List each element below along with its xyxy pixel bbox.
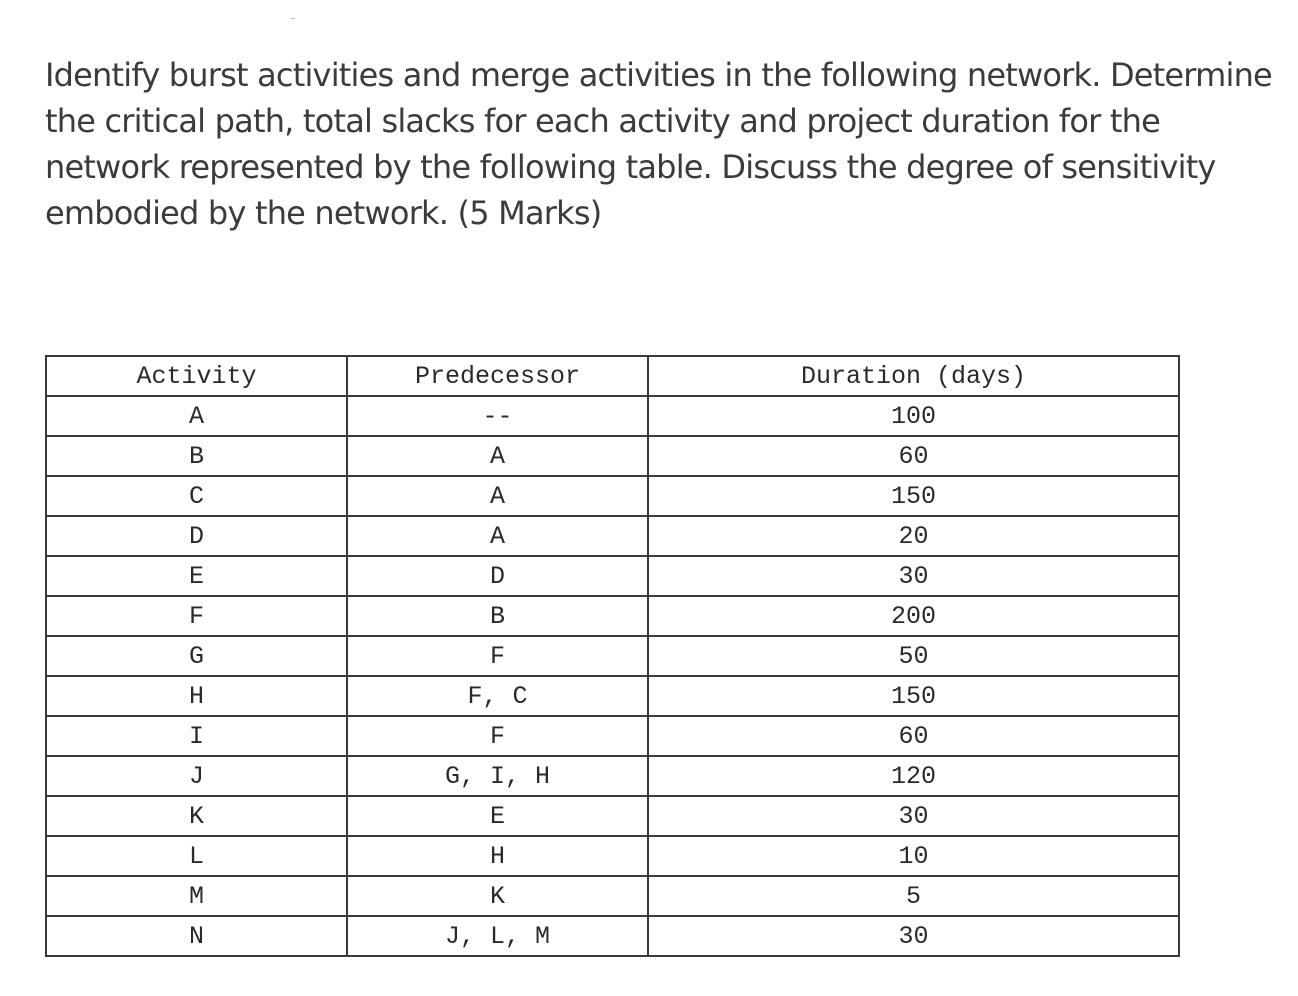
cell-duration: 200 [648,596,1179,636]
cell-predecessor: K [347,876,648,916]
cell-predecessor: A [347,516,648,556]
cell-activity: F [46,596,347,636]
cell-activity: B [46,436,347,476]
cell-predecessor: J, L, M [347,916,648,956]
table-row [46,556,1179,596]
cell-activity: L [46,836,347,876]
table-row [46,636,1179,676]
table-row [46,796,1179,836]
cell-activity: G [46,636,347,676]
cell-activity: K [46,796,347,836]
activity-table [45,355,1180,957]
cell-duration: 30 [648,556,1179,596]
cell-predecessor: A [347,476,648,516]
cell-duration: 150 [648,676,1179,716]
table-row [46,716,1179,756]
cell-predecessor: -- [347,396,648,436]
cell-duration: 100 [648,396,1179,436]
table-body [46,396,1179,956]
cell-duration: 10 [648,836,1179,876]
cell-activity: C [46,476,347,516]
table-row [46,676,1179,716]
cell-duration: 60 [648,716,1179,756]
table-row [46,756,1179,796]
cell-predecessor: H [347,836,648,876]
cell-activity: I [46,716,347,756]
decorative-tick [291,18,295,19]
cell-duration: 5 [648,876,1179,916]
header-predecessor: Predecessor [347,356,648,396]
cell-predecessor: D [347,556,648,596]
cell-activity: E [46,556,347,596]
table-header-row [46,356,1179,396]
table-row [46,476,1179,516]
cell-activity: A [46,396,347,436]
header-duration: Duration (days) [648,356,1179,396]
question-text: Identify burst activities and merge activities in the following network. Determine the critical path, total slacks for each activity and project duration for the network represented by the following table. Discuss the degree of sensitivity embodied by the network. (5 Marks) [45,56,1272,232]
cell-predecessor: G, I, H [347,756,648,796]
cell-activity: M [46,876,347,916]
cell-duration: 60 [648,436,1179,476]
cell-predecessor: F, C [347,676,648,716]
cell-duration: 120 [648,756,1179,796]
cell-activity: D [46,516,347,556]
table-row [46,916,1179,956]
table-row [46,516,1179,556]
cell-predecessor: A [347,436,648,476]
table-row [46,876,1179,916]
table-row [46,596,1179,636]
table-row [46,836,1179,876]
table-row [46,396,1179,436]
cell-duration: 50 [648,636,1179,676]
cell-duration: 30 [648,796,1179,836]
cell-duration: 150 [648,476,1179,516]
table-row [46,436,1179,476]
cell-duration: 20 [648,516,1179,556]
header-activity: Activity [46,356,347,396]
cell-activity: H [46,676,347,716]
cell-predecessor: F [347,716,648,756]
cell-predecessor: F [347,636,648,676]
cell-predecessor: B [347,596,648,636]
cell-activity: J [46,756,347,796]
cell-predecessor: E [347,796,648,836]
cell-duration: 30 [648,916,1179,956]
cell-activity: N [46,916,347,956]
